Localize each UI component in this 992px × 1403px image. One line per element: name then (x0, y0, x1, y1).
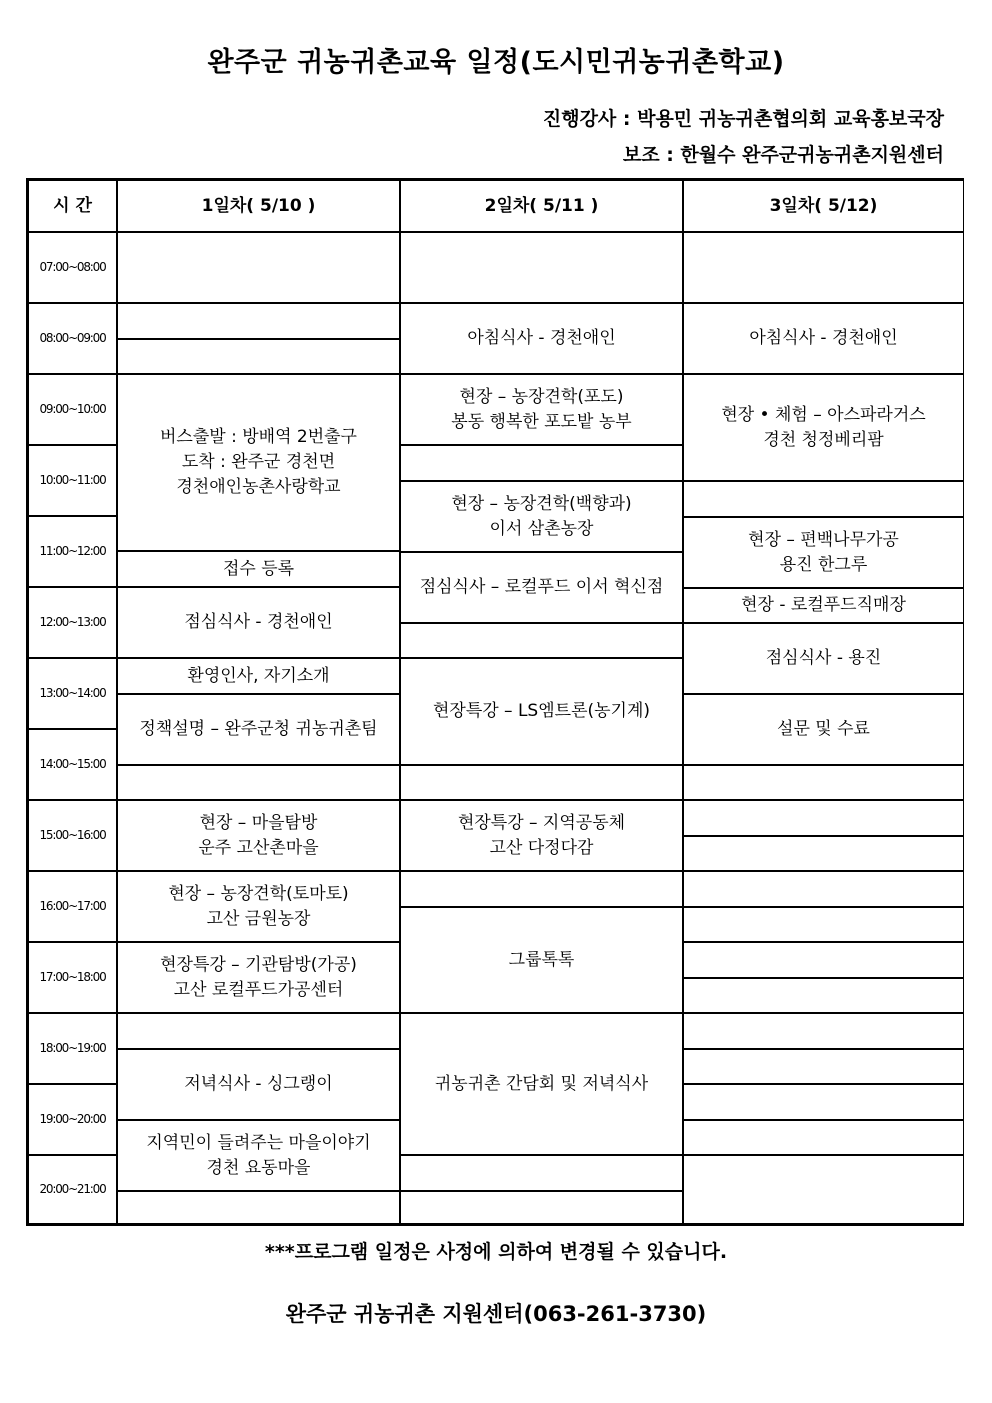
assistant-line: 보조 : 한월수 완주군귀농귀촌지원센터 (622, 144, 944, 166)
day1-empty-cell (117, 303, 400, 339)
day1-org-tour: 현장특강 – 기관탐방(가공) 고산 로컬푸드가공센터 (117, 942, 400, 1013)
day2-group-talk: 그룹톡톡 (400, 907, 683, 1013)
day3-cypress-processing: 현장 – 편백나무가공 용진 한그루 (683, 517, 964, 588)
schedule-table (26, 178, 964, 1226)
day3-asparagus: 현장 • 체험 – 아스파라거스 경천 청정베리팜 (683, 374, 964, 481)
day1-lunch: 점심식사 - 경천애인 (117, 587, 400, 658)
day3-empty-cell (683, 978, 964, 1013)
day1-empty-cell (117, 765, 400, 800)
time-slot: 13:00~14:00 (28, 658, 117, 729)
header-day1: 1일차( 5/10 ) (117, 180, 400, 232)
day2-empty-cell (400, 623, 683, 658)
day3-empty-cell (683, 1120, 964, 1155)
day2-empty-cell (400, 1191, 683, 1224)
page-title: 완주군 귀농귀촌교육 일정(도시민귀농귀촌학교) (207, 47, 785, 78)
day3-empty-cell (683, 907, 964, 942)
time-slot: 12:00~13:00 (28, 587, 117, 658)
day1-village-tour: 현장 – 마을탐방 운주 고산촌마을 (117, 800, 400, 871)
day3-empty-cell (683, 765, 964, 800)
day2-grape-farm: 현장 – 농장견학(포도) 봉동 행복한 포도밭 농부 (400, 374, 683, 445)
day1-empty-cell (117, 232, 400, 303)
day3-empty-cell (683, 1049, 964, 1084)
day3-empty-cell (683, 1084, 964, 1120)
day2-breakfast: 아침식사 - 경천애인 (400, 303, 683, 374)
time-slot: 16:00~17:00 (28, 871, 117, 942)
day3-survey-graduation: 설문 및 수료 (683, 694, 964, 765)
day3-lunch: 점심식사 - 용진 (683, 623, 964, 694)
day3-empty-cell (683, 1155, 964, 1224)
time-slot: 19:00~20:00 (28, 1084, 117, 1155)
day1-empty-cell (117, 1013, 400, 1049)
day3-empty-cell (683, 232, 964, 303)
day3-empty-cell (683, 942, 964, 978)
day3-empty-cell (683, 800, 964, 836)
time-slot: 14:00~15:00 (28, 729, 117, 800)
time-slot: 11:00~12:00 (28, 516, 117, 587)
header-day2: 2일차( 5/11 ) (400, 180, 683, 232)
header-time: 시 간 (28, 180, 117, 232)
day1-welcome: 환영인사, 자기소개 (117, 658, 400, 694)
day1-bus-departure: 버스출발 : 방배역 2번출구 도착 : 완주군 경천면 경천애인농촌사랑학교 (117, 374, 400, 551)
day2-lunch: 점심식사 – 로컬푸드 이서 혁신점 (400, 552, 683, 623)
day2-empty-cell (400, 445, 683, 481)
day2-empty-cell (400, 1155, 683, 1191)
day2-community-lecture: 현장특강 – 지역공동체 고산 다정다감 (400, 800, 683, 871)
time-slot: 10:00~11:00 (28, 445, 117, 516)
day3-empty-cell (683, 481, 964, 517)
time-slot: 17:00~18:00 (28, 942, 117, 1013)
day2-empty-cell (400, 871, 683, 907)
day1-village-story: 지역민이 들려주는 마을이야기 경천 요동마을 (117, 1120, 400, 1191)
day2-passionfruit-farm: 현장 – 농장견학(백향과) 이서 삼촌농장 (400, 481, 683, 552)
day3-empty-cell (683, 836, 964, 871)
time-slot: 15:00~16:00 (28, 800, 117, 871)
time-slot: 09:00~10:00 (28, 374, 117, 445)
day3-local-food-store: 현장 - 로컬푸드직매장 (683, 588, 964, 623)
day1-registration: 접수 등록 (117, 551, 400, 587)
day3-empty-cell (683, 871, 964, 907)
time-slot: 08:00~09:00 (28, 303, 117, 374)
day3-empty-cell (683, 1013, 964, 1049)
day1-dinner: 저녁식사 - 싱그랭이 (117, 1049, 400, 1120)
day2-meeting-dinner: 귀농귀촌 간담회 및 저녁식사 (400, 1013, 683, 1155)
schedule-change-note: ***프로그램 일정은 사정에 의하여 변경될 수 있습니다. (264, 1241, 728, 1263)
day2-ls-lecture: 현장특강 – LS엠트론(농기계) (400, 658, 683, 765)
day1-empty-cell (117, 1191, 400, 1224)
time-slot: 20:00~21:00 (28, 1155, 117, 1224)
footer-contact: 완주군 귀농귀촌 지원센터(063-261-3730) (285, 1302, 707, 1326)
day1-farm-tour: 현장 – 농장견학(토마토) 고산 금원농장 (117, 871, 400, 942)
day2-empty-cell (400, 232, 683, 303)
day1-empty-cell (117, 339, 400, 374)
header-day3: 3일차( 5/12) (683, 180, 964, 232)
day2-empty-cell (400, 765, 683, 800)
day3-breakfast: 아침식사 - 경천애인 (683, 303, 964, 374)
time-slot: 07:00~08:00 (28, 232, 117, 303)
instructor-line: 진행강사 : 박용민 귀농귀촌협의회 교육홍보국장 (542, 108, 944, 130)
day1-policy: 정책설명 – 완주군청 귀농귀촌팀 (117, 694, 400, 765)
time-slot: 18:00~19:00 (28, 1013, 117, 1084)
